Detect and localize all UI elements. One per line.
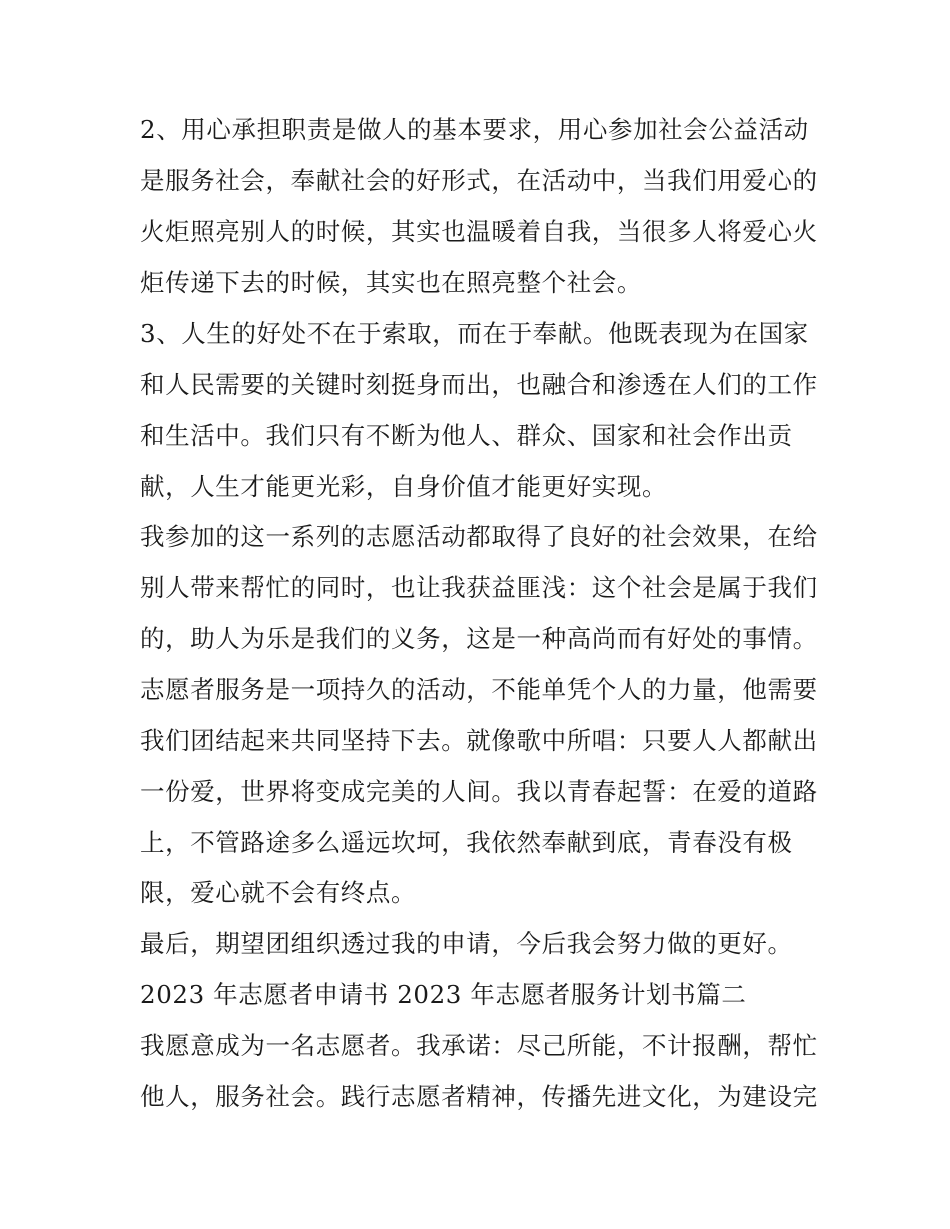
text-line: 我愿意成为一名志愿者。我承诺：尽己所能，不计报酬，帮忙: [140, 1031, 818, 1060]
text-line: 2023 年志愿者申请书 2023 年志愿者服务计划书篇二: [140, 980, 747, 1009]
text-line: 他人，服务社会。践行志愿者精神，传播先进文化，为建设完: [140, 1082, 818, 1111]
text-line: 和人民需要的关键时刻挺身而出，也融合和渗透在人们的工作: [140, 370, 818, 399]
text-line: 2、用心承担职责是做人的基本要求，用心参加社会公益活动: [140, 115, 809, 144]
text-line: 我们团结起来共同坚持下去。就像歌中所唱：只要人人都献出: [140, 726, 818, 755]
text-line: 志愿者服务是一项持久的活动，不能单凭个人的力量，他需要: [140, 675, 818, 704]
text-line: 是服务社会，奉献社会的好形式，在活动中，当我们用爱心的: [140, 166, 818, 195]
text-line: 上，不管路途多么遥远坎坷，我依然奉献到底，青春没有极: [140, 828, 793, 857]
text-line: 3、人生的好处不在于索取，而在于奉献。他既表现为在国家: [140, 319, 809, 348]
text-line: 的，助人为乐是我们的义务，这是一种高尚而有好处的事情。: [140, 624, 818, 653]
text-line: 别人带来帮忙的同时，也让我获益匪浅：这个社会是属于我们: [140, 573, 818, 602]
text-line: 献，人生才能更光彩，自身价值才能更好实现。: [140, 472, 668, 501]
text-line: 限，爱心就不会有终点。: [140, 878, 417, 907]
text-line: 炬传递下去的时候，其实也在照亮整个社会。: [140, 268, 642, 297]
text-line: 火炬照亮别人的时候，其实也温暖着自我，当很多人将爱心火: [140, 217, 818, 246]
text-line: 和生活中。我们只有不断为他人、群众、国家和社会作出贡: [140, 421, 793, 450]
text-line: 一份爱，世界将变成完美的人间。我以青春起誓：在爱的道路: [140, 777, 818, 806]
text-line: 最后，期望团组织透过我的申请，今后我会努力做的更好。: [140, 929, 793, 958]
text-line: 我参加的这一系列的志愿活动都取得了良好的社会效果，在给: [140, 522, 818, 551]
